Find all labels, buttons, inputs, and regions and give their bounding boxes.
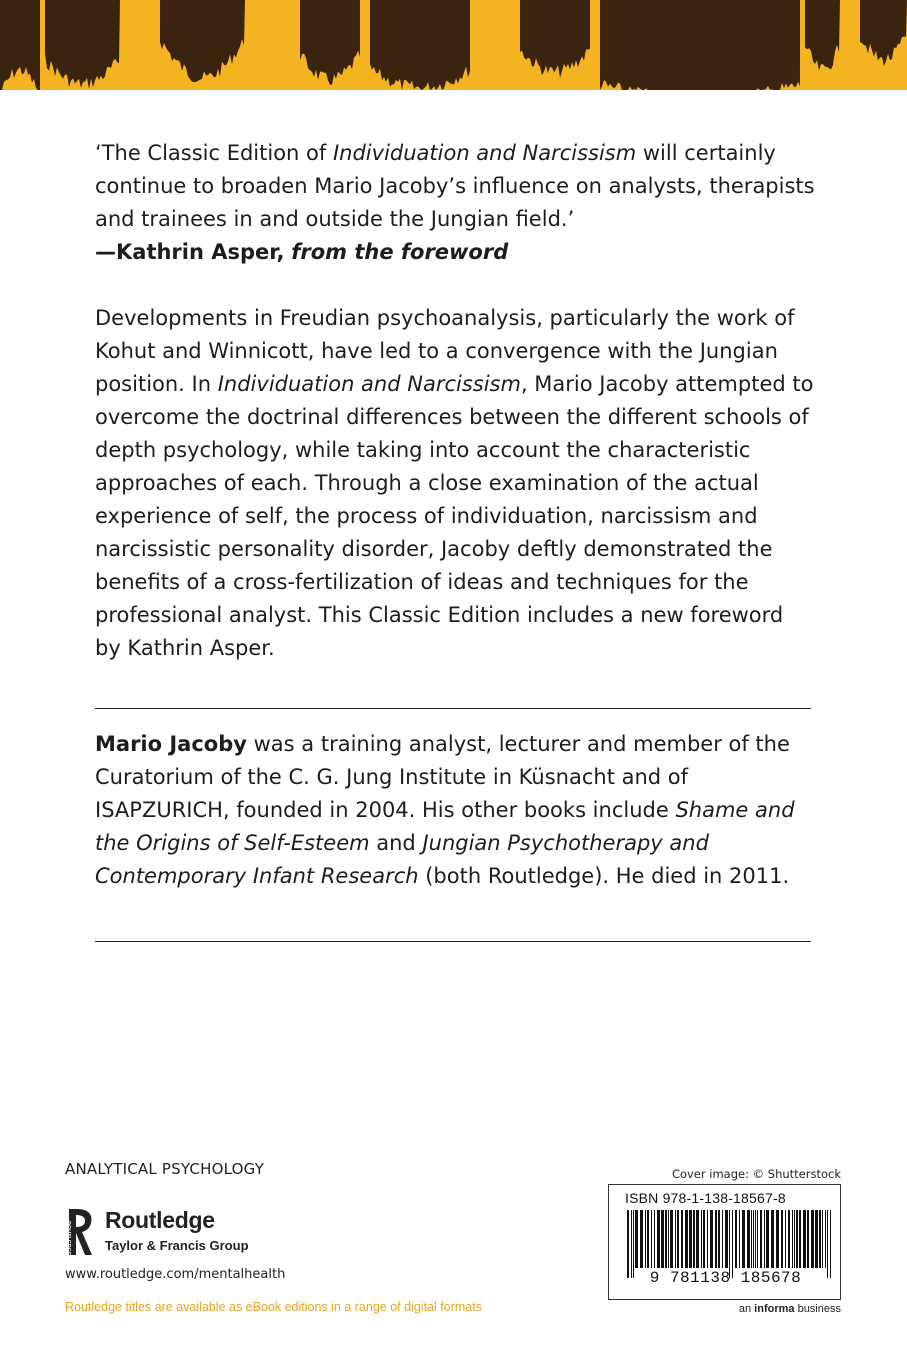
barcode-bar bbox=[781, 1210, 783, 1268]
barcode-bar bbox=[627, 1210, 629, 1278]
barcode-bar bbox=[718, 1210, 720, 1268]
barcode-bar bbox=[665, 1210, 667, 1268]
decorative-banner bbox=[0, 0, 907, 90]
barcode-bar bbox=[685, 1210, 688, 1268]
quote-rest: will certainly continue to broaden Mario Jacoby’s influence on analysts, therapists and trainees in and outside the Jungian field.’ bbox=[95, 141, 815, 231]
barcode-bar bbox=[827, 1210, 828, 1278]
publisher-website: www.routledge.com/mentalhealth bbox=[65, 1267, 286, 1282]
barcode-bar bbox=[822, 1210, 823, 1268]
barcode-bar bbox=[764, 1210, 765, 1268]
logo-vertical-text: ROUTLEDGE bbox=[65, 1221, 71, 1256]
quote-book-title: Individuation and Narcissism bbox=[332, 141, 637, 165]
barcode-bar bbox=[668, 1210, 669, 1268]
publisher-group: Taylor & Francis Group bbox=[105, 1238, 249, 1253]
barcode-bar bbox=[742, 1210, 745, 1268]
publisher-name: Routledge bbox=[105, 1207, 215, 1233]
bio-book1: Shame and the Origins of Self-Esteem bbox=[95, 798, 795, 855]
divider-bottom bbox=[95, 941, 811, 942]
barcode-bar bbox=[788, 1210, 790, 1268]
barcode-bar bbox=[794, 1210, 795, 1268]
barcode-box bbox=[608, 1184, 841, 1300]
barcode-digits: 9 781138 185678 bbox=[649, 1269, 802, 1287]
divider-top bbox=[95, 708, 811, 709]
barcode-bar bbox=[675, 1210, 676, 1268]
endorsement-quote bbox=[95, 137, 815, 269]
informa-suffix: business bbox=[794, 1303, 841, 1315]
ebook-note: Routledge titles are available as eBook editions in a range of digital formats bbox=[65, 1300, 482, 1314]
barcode-bar bbox=[799, 1210, 801, 1268]
barcode-bar bbox=[732, 1210, 733, 1278]
barcode-bar bbox=[785, 1210, 786, 1268]
routledge-logo-icon bbox=[65, 1207, 95, 1257]
barcode-bar bbox=[661, 1210, 664, 1268]
informa-prefix: an bbox=[738, 1303, 755, 1315]
barcode-bar bbox=[755, 1210, 756, 1268]
banner-brush-stroke bbox=[600, 0, 800, 90]
barcode-bar bbox=[651, 1210, 652, 1268]
barcode-bar bbox=[811, 1210, 814, 1268]
barcode-bar bbox=[640, 1210, 643, 1268]
quote-open: ‘The Classic Edition of bbox=[95, 141, 333, 165]
barcode-bar bbox=[681, 1210, 683, 1268]
barcode-bar bbox=[647, 1210, 649, 1268]
barcode-bar bbox=[703, 1210, 705, 1268]
barcode-bar bbox=[771, 1210, 774, 1268]
barcode-bar bbox=[830, 1210, 831, 1278]
barcode-bar bbox=[739, 1210, 740, 1268]
barcode-bar bbox=[707, 1210, 708, 1268]
barcode-bar bbox=[725, 1210, 728, 1268]
barcode-bar bbox=[689, 1210, 692, 1268]
barcode-bar bbox=[796, 1210, 798, 1268]
bio-and: and bbox=[369, 831, 423, 855]
informa-brand: informa bbox=[754, 1303, 795, 1315]
barcode-bar bbox=[701, 1210, 702, 1268]
barcode-bar bbox=[722, 1210, 723, 1268]
barcode-bar bbox=[670, 1210, 673, 1268]
category-label: ANALYTICAL PSYCHOLOGY bbox=[65, 1160, 265, 1178]
barcode-bar bbox=[751, 1210, 752, 1268]
barcode-bar bbox=[753, 1210, 754, 1268]
quote-attribution-source: from the foreword bbox=[291, 240, 509, 264]
barcode-bar bbox=[760, 1210, 762, 1268]
barcode-bar bbox=[633, 1210, 634, 1278]
publisher-logo bbox=[65, 1207, 305, 1257]
banner-brush-stroke bbox=[370, 0, 470, 90]
barcode-bar bbox=[766, 1210, 769, 1268]
book-description bbox=[95, 302, 815, 665]
author-bio bbox=[95, 728, 815, 893]
author-name: Mario Jacoby bbox=[95, 732, 247, 756]
description-part2: , Mario Jacoby attempted to overcome the doctrinal differences between the different schools of depth psychology, while taking into account the characteristic approaches of each. Through a close examination of the actual experience of self, the process of individuation, narcissism and narcissistic personality disorder, Jacoby deftly demonstrated the benefits of a cross-fertilization of ideas and techniques for the professional analyst. This Classic Edition includes a new foreword by Kathrin Asper. bbox=[95, 372, 814, 660]
bio-book2: Jungian Psychotherapy and Contemporary Infant Research bbox=[95, 831, 709, 888]
bio-part1: was a training analyst, lecturer and member of the Curatorium of the C. G. Jung Institute in Küsnacht and of ISAPZURICH, founded in 2004. His other books include bbox=[95, 732, 790, 822]
quote-attribution-name: —Kathrin Asper, bbox=[95, 240, 285, 264]
barcode-bar bbox=[757, 1210, 758, 1268]
barcode-bar bbox=[803, 1210, 806, 1268]
barcode-bar bbox=[807, 1210, 809, 1268]
description-book-title: Individuation and Narcissism bbox=[217, 372, 521, 396]
barcode-bar bbox=[657, 1210, 660, 1268]
barcode-bar bbox=[710, 1210, 713, 1268]
barcode-bar bbox=[715, 1210, 717, 1268]
barcode-bar bbox=[677, 1210, 679, 1268]
barcode-bar bbox=[747, 1210, 750, 1268]
description-part1: Developments in Freudian psychoanalysis, particularly the work of Kohut and Winnicott, have led to a convergence with the Jungian position. In bbox=[95, 306, 795, 396]
isbn-label: ISBN 978-1-138-18567-8 bbox=[625, 1190, 786, 1206]
informa-tagline bbox=[739, 1303, 841, 1315]
barcode-bar bbox=[735, 1210, 737, 1268]
barcode-bar bbox=[654, 1210, 655, 1268]
barcode-bar bbox=[631, 1210, 632, 1278]
barcode-bar bbox=[819, 1210, 821, 1268]
barcode-bar bbox=[645, 1210, 646, 1268]
barcode-bar bbox=[729, 1210, 730, 1278]
barcode-bar bbox=[815, 1210, 818, 1268]
barcode-bar bbox=[693, 1210, 695, 1268]
bio-part2: (both Routledge). He died in 2011. bbox=[418, 864, 790, 888]
barcode-bars bbox=[627, 1210, 831, 1278]
barcode-bar bbox=[792, 1210, 793, 1268]
barcode-bar bbox=[776, 1210, 779, 1268]
barcode-bar bbox=[696, 1210, 699, 1268]
barcode-bar bbox=[635, 1210, 638, 1268]
barcode-bar bbox=[825, 1210, 826, 1268]
cover-credit: Cover image: © Shutterstock bbox=[671, 1167, 841, 1181]
